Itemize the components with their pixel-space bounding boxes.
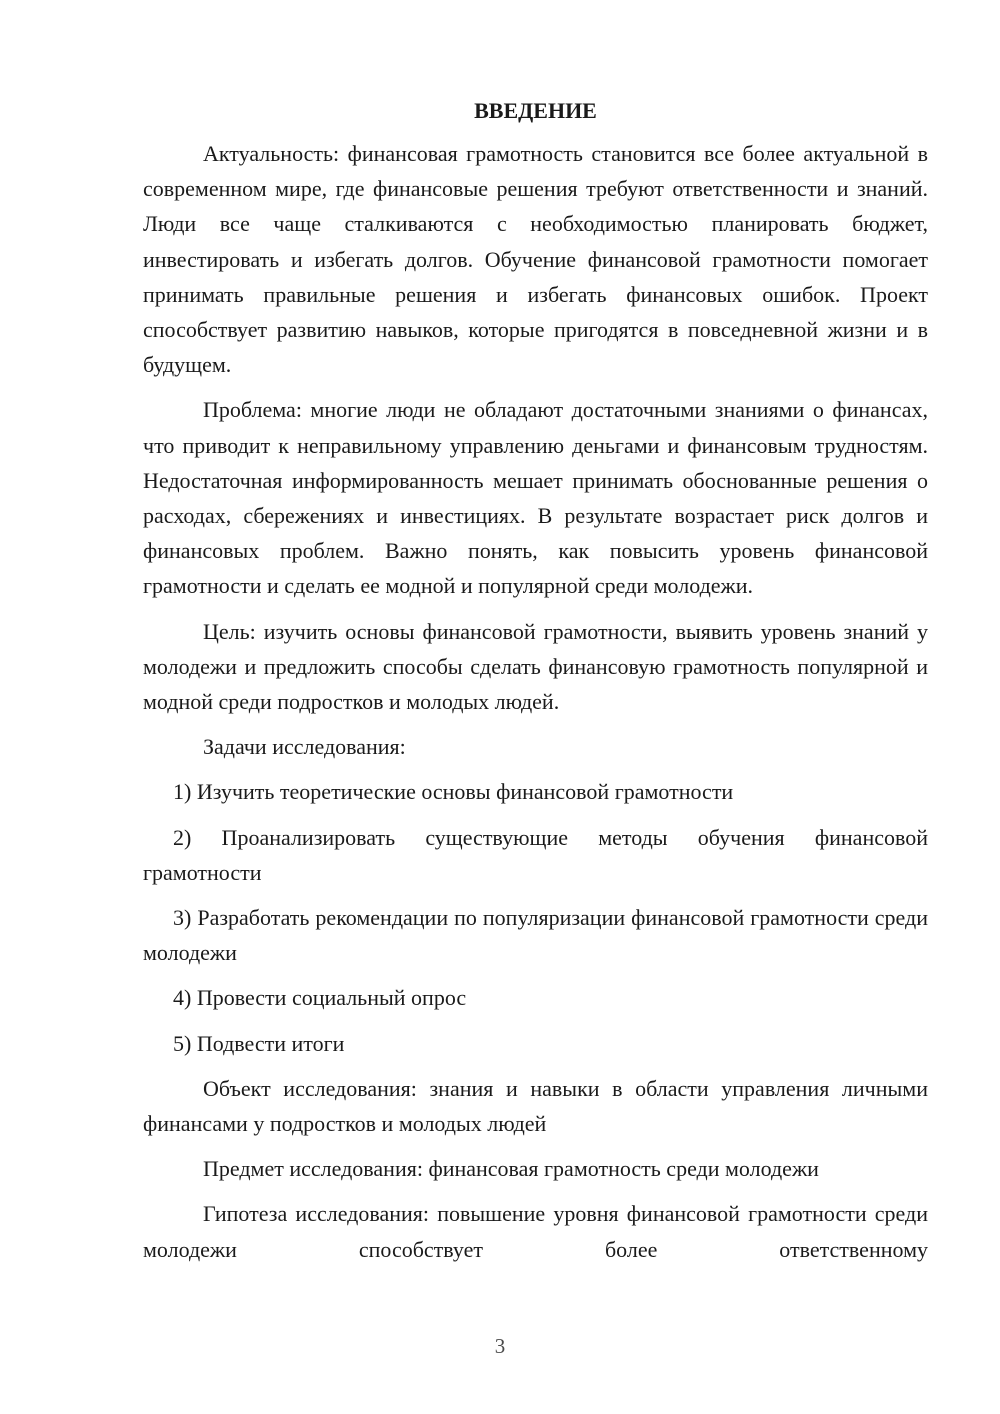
- section-title: ВВЕДЕНИЕ: [474, 98, 597, 123]
- task-item: 4) Провести социальный опрос: [173, 985, 467, 1011]
- relevance-paragraph: Актуальность: финансовая грамотность становится все более актуальной в современном мире, где финансовые решения требуют ответственности и знаний. Люди все чаще сталкиваются с необходимостью планировать бюджет, инвестировать и избегать долгов. Обучение финансовой грамотности помогает принимать правильные решения и избегать финансовых ошибок. Проект способствует развитию навыков, которые пригодятся в повседневной жизни и в будущем.: [143, 141, 928, 378]
- task-item: 1) Изучить теоретические основы финансовой грамотности: [173, 779, 734, 805]
- object-paragraph: Объект исследования: знания и навыки в области управления личными финансами у подростков и молодых людей: [143, 1075, 928, 1137]
- task-item: 3) Разработать рекомендации по популяризации финансовой грамотности среди молодежи: [143, 905, 928, 966]
- document-page: [143, 93, 928, 1277]
- task-item: 5) Подвести итоги: [173, 1030, 345, 1056]
- tasks-heading: Задачи исследования:: [203, 734, 406, 760]
- hypothesis-paragraph: Гипотеза исследования: повышение уровня финансовой грамотности среди молодежи способствует более ответственному: [143, 1201, 928, 1262]
- problem-paragraph: Проблема: многие люди не обладают достаточными знаниями о финансах, что приводит к неправильному управлению деньгами и финансовым трудностям. Недостаточная информированность мешает принимать обоснованные решения о расходах, сбережениях и инвестициях. В результате возрастает риск долгов и финансовых проблем. Важно понять, как повысить уровень финансовой грамотности и сделать ее модной и популярной среди молодежи.: [143, 397, 928, 599]
- goal-paragraph: Цель: изучить основы финансовой грамотности, выявить уровень знаний у молодежи и предложить способы сделать финансовую грамотность популярной и модной среди подростков и молодых людей.: [143, 618, 928, 715]
- subject-paragraph: Предмет исследования: финансовая грамотность среди молодежи: [203, 1156, 819, 1182]
- page-number: 3: [494, 1334, 506, 1358]
- task-item: 2) Проанализировать существующие методы обучения финансовой грамотности: [143, 824, 928, 885]
